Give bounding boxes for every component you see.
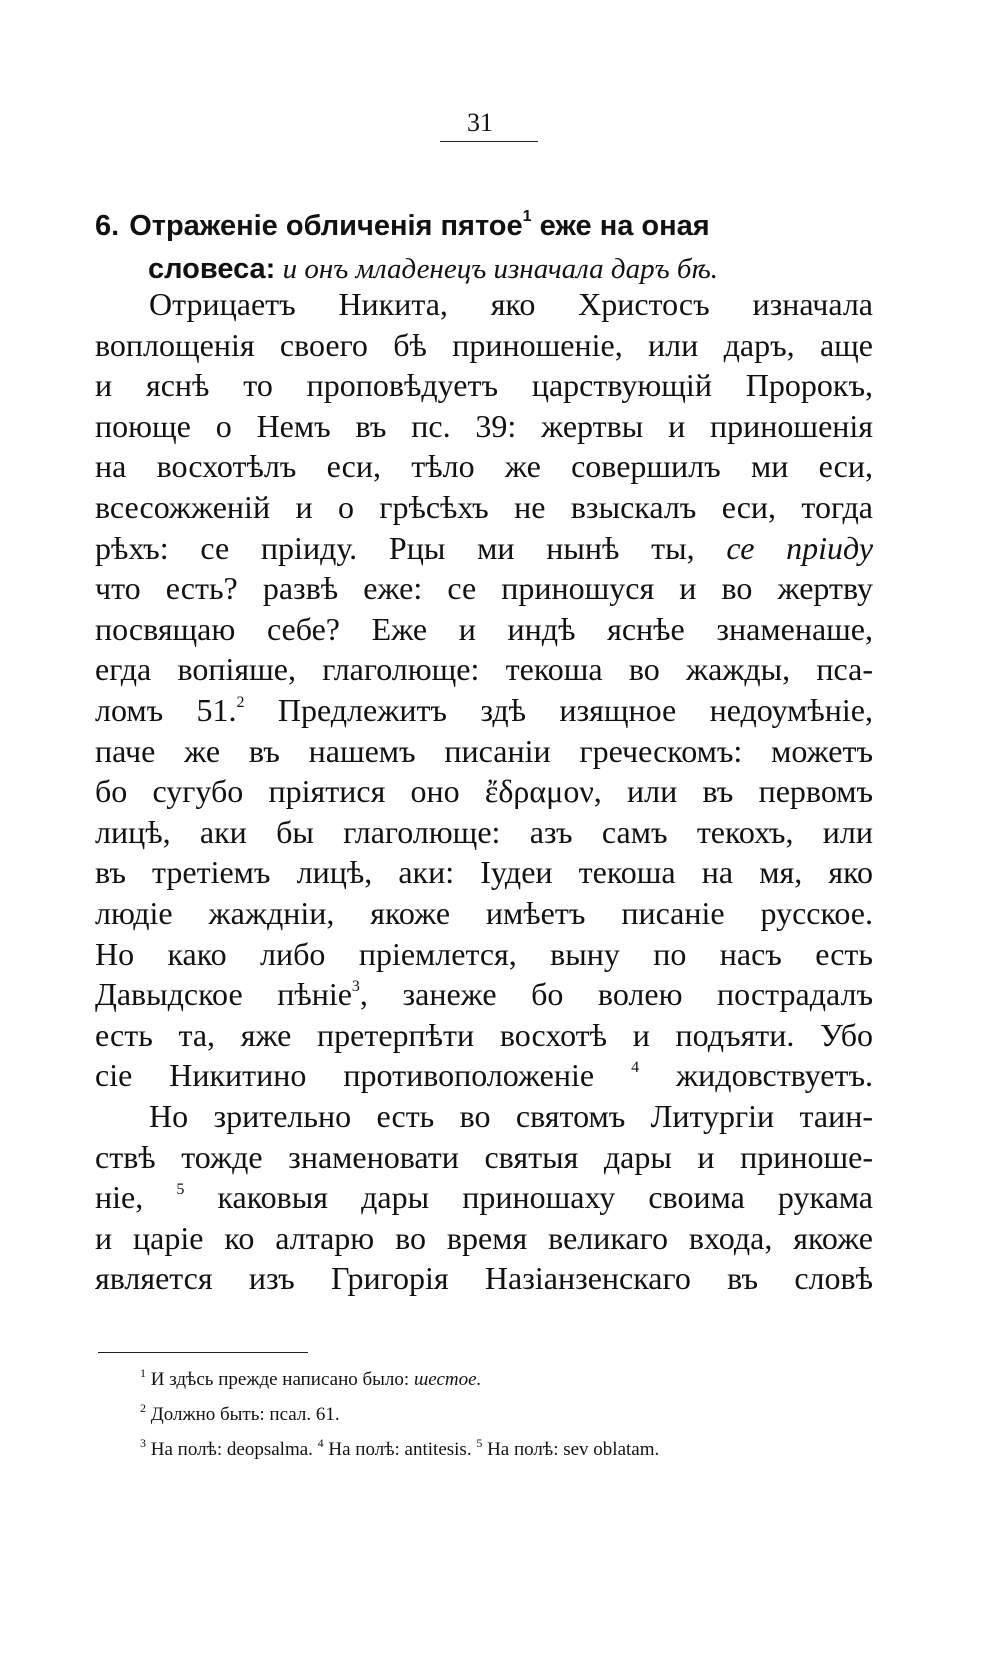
text-line: является изъ Григорія Назіанзенскаго въ словѣ	[95, 1260, 873, 1297]
text-line: есть та, яже претерпѣти восхотѣ и подъяти. Убо	[95, 1016, 873, 1053]
footnote-mark: 3	[140, 1436, 146, 1450]
text-segment: Давыдское пѣніе	[95, 976, 352, 1013]
footnote-mark: 4	[317, 1436, 324, 1450]
heading-title-tail: еже на оная	[531, 210, 710, 242]
heading-line-1	[95, 210, 710, 242]
footnote-ref-1: 1	[522, 208, 532, 225]
text-line: и яснѣ то проповѣдуетъ царствующій Пророкъ,	[95, 367, 873, 404]
page-number: 31	[467, 108, 493, 137]
text-line	[95, 1055, 873, 1096]
text-segment: жидовствуетъ.	[639, 1057, 874, 1094]
footnote-text: И здѣсь прежде написано было:	[150, 1369, 414, 1390]
page-number-rule	[440, 141, 538, 142]
heading-line-2-bold: словеса:	[148, 253, 276, 285]
text-segment: рѣхъ: се пріиду. Рцы ми нынѣ ты,	[95, 529, 695, 566]
footnote-rule	[98, 1352, 308, 1353]
text-line: поюще о Немъ въ пс. 39: жертвы и приношенія	[95, 407, 873, 444]
text-line: лицѣ, аки бы глаголюще: азъ самъ текохъ, или	[95, 813, 873, 850]
text-line: и царіе ко алтарю во время великаго входа, якоже	[95, 1219, 873, 1256]
text-line	[95, 1177, 873, 1218]
text-line: егда вопіяше, глаголюще: текоша во жажды, пса-	[95, 651, 873, 688]
text-line: паче же въ нашемъ писаніи греческомъ: можетъ	[95, 732, 873, 769]
heading-title: Отраженіе обличенія пятое	[129, 210, 523, 242]
text-line: воплощенія своего бѣ приношеніе, или даръ, аще	[95, 326, 873, 363]
text-line: посвящаю себе? Еже и индѣ яснѣе знаменаше,	[95, 610, 873, 647]
text-line: на восхотѣлъ еси, тѣло же совершилъ ми еси,	[95, 448, 873, 485]
text-line: Отрицаетъ Никита, яко Христосъ изначала	[149, 286, 873, 322]
text-line: въ третіемъ лицѣ, аки: Іудеи текоша на мя, яко	[95, 854, 873, 891]
text-line: что есть? развѣ еже: се приношуся и во жертву	[95, 570, 873, 607]
footnote-3-4-5	[140, 1432, 880, 1467]
section-number: 6.	[95, 210, 120, 242]
text-line: людіе жаждніи, якоже имѣетъ писаніе русское.	[95, 894, 873, 931]
footnote-ref-2: 2	[236, 693, 245, 711]
footnote-mark: 2	[140, 1401, 146, 1415]
footnote-text: Должно быть: псал. 61.	[150, 1404, 340, 1425]
text-line: ствѣ тожде знаменовати святыя дары и приноше-	[95, 1138, 873, 1175]
text-segment: Предлежитъ здѣ изящное недоумѣніе,	[244, 691, 874, 728]
heading-line-2-italic: и онъ младенецъ изначала даръ бѣ.	[275, 253, 719, 285]
footnote-text: На полѣ: antitesis.	[328, 1439, 477, 1460]
footnote-1	[140, 1362, 880, 1397]
footnotes	[140, 1362, 880, 1467]
footnote-text: На полѣ: sev oblatam.	[487, 1439, 660, 1460]
text-segment: , занеже бо волею пострадалъ	[359, 976, 874, 1013]
footnote-mark: 5	[476, 1436, 483, 1450]
footnote-ref-5: 5	[176, 1181, 185, 1199]
text-line: Но зрительно есть во святомъ Литургіи таин-	[149, 1098, 873, 1134]
footnote-ref-3: 3	[351, 978, 360, 996]
text-segment: ніе,	[95, 1179, 144, 1216]
text-segment: сіе Никитино противоположеніе	[95, 1057, 595, 1094]
italic-phrase: се пріиду	[726, 529, 874, 566]
footnote-2	[140, 1397, 880, 1432]
footnote-text: На полѣ: deopsalma.	[150, 1439, 318, 1460]
text-line: Но како либо пріемлется, выну по насъ есть	[95, 935, 873, 972]
footnote-italic: шестое.	[413, 1369, 482, 1390]
text-line	[95, 528, 873, 569]
text-line	[95, 690, 873, 731]
text-line: всесожженій и о грѣсѣхъ не взыскалъ еси, тогда	[95, 488, 873, 525]
text-line	[95, 974, 873, 1015]
section-heading	[95, 205, 873, 291]
paragraph-1	[95, 284, 873, 1096]
text-segment: ломъ 51.	[95, 691, 237, 728]
text-line: бо сугубо пріятися оно ἔδραμον, или въ первомъ	[95, 773, 873, 810]
paragraph-2	[95, 1096, 873, 1299]
text-segment: каковыя дары приношаху своима рукама	[217, 1179, 873, 1216]
footnote-mark: 1	[140, 1366, 146, 1380]
footnote-ref-4: 4	[631, 1059, 640, 1077]
